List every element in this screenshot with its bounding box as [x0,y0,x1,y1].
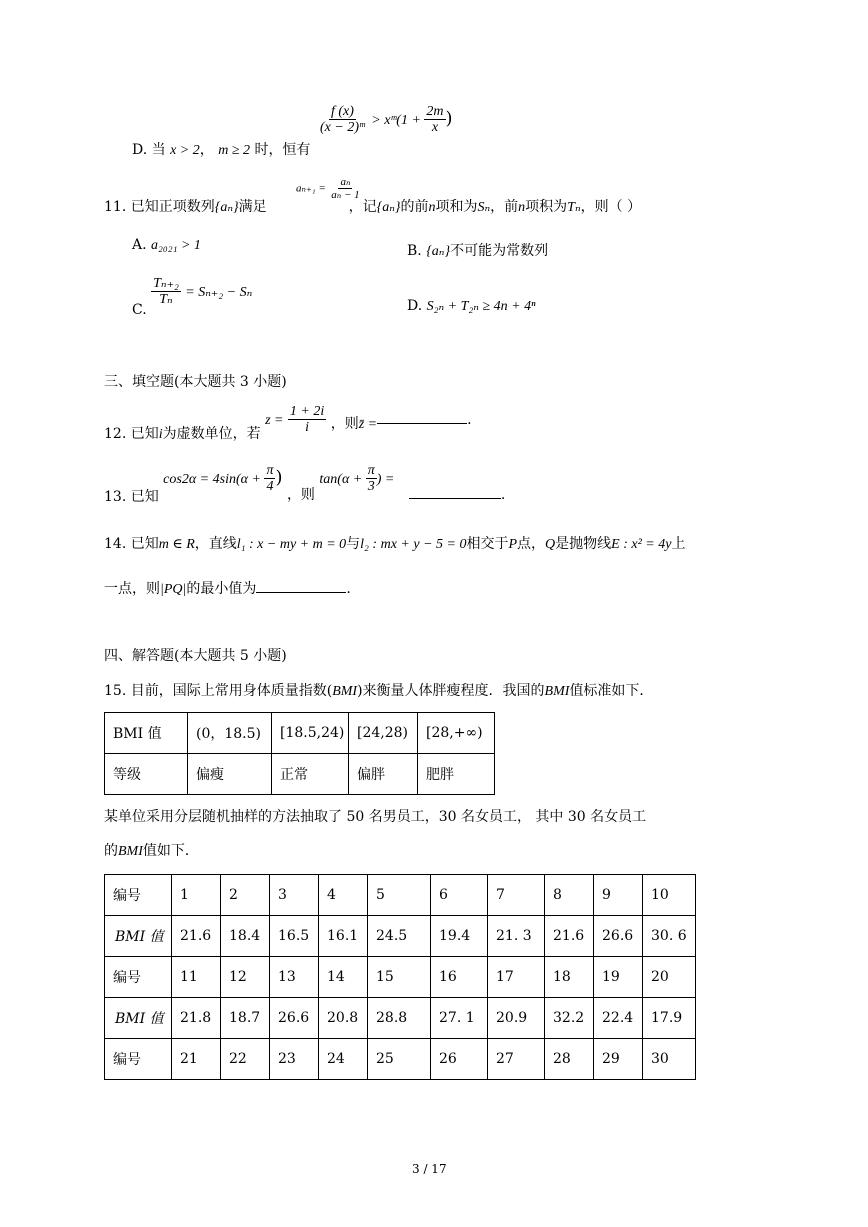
table-row [105,957,696,998]
q13-a: 13. 已知 [104,488,159,505]
q14-c: 与 [346,536,361,552]
table-cell: 32.2 [545,998,594,1039]
rec-den: aₙ − 1 [331,189,360,202]
q11-option-a [132,237,201,254]
table-cell: [24,28) [349,713,418,754]
bmi-standard-table [104,712,495,795]
table-cell: [18.5,24) [272,713,349,754]
q14-line2 [104,578,351,598]
table-cell: 9 [594,875,643,916]
q11-stem-g: 项积为 [525,199,568,215]
table-cell: 17.9 [643,998,696,1039]
q14-a: 14. 已知 [104,536,159,552]
q15-sampling-line1: 某单位采用分层随机抽样的方法抽取了 50 名男员工，30 名女员工， 其中 30 名女员工 [104,809,647,825]
table-cell: 28 [545,1039,594,1080]
q14-E: E : x² = 4y [611,537,672,552]
q11-stem-d: 的前 [400,199,429,215]
table-row [105,754,495,795]
table-cell: 20.8 [319,998,368,1039]
q13-tan-num: π [367,463,375,478]
q10d-lhs-fraction [318,104,453,136]
table-cell: BMI 值 [105,713,188,754]
option-c-den: Tₙ [159,292,173,308]
table-cell: 15 [368,957,431,998]
table-cell: [28,+∞) [418,713,495,754]
q12-c: ，则 [330,415,359,432]
table-cell: 6 [431,875,488,916]
table-cell: 肥胖 [418,754,495,795]
table-cell: 26 [431,1039,488,1080]
q11-n1: n [428,200,436,215]
option-d-label: D. [407,298,423,314]
q10d-text: 当 [151,142,166,158]
q14-PQ: |PQ| [160,582,187,597]
table-cell: 30. 6 [643,916,696,957]
q14-line2-b: 的最小值为 [186,581,257,597]
table-cell: 19.4 [431,916,488,957]
table-cell: 13 [270,957,319,998]
page-number: 3 / 17 [412,1162,447,1176]
q12-b: 为虚数单位，若 [162,425,261,442]
q14-m: m ∈ R [158,537,195,552]
option-a-math: a₂₀₂₁ > 1 [151,238,201,253]
q15b-b: 值如下． [142,843,199,859]
q13-b: ，则 [286,486,315,503]
table-cell: 等级 [105,754,188,795]
table-cell: 30 [643,1039,696,1080]
q13-tan: tan(α + [319,471,366,487]
q12-zbar: z̄ = [358,416,378,432]
q14-e: 点， [517,536,546,552]
frac-den: (x − 2)ᵐ [320,120,365,136]
table-row [105,875,696,916]
table-cell: 14 [319,957,368,998]
q13-eq-num: π [266,463,274,478]
q14-l2: l₂ : mx + y − 5 = 0 [360,537,467,552]
table-cell: 29 [594,1039,643,1080]
table-cell: 偏瘦 [188,754,272,795]
q13-eq: cos2α = 4sin(α + [163,471,265,487]
q15b-a: 的 [104,843,118,859]
q14-line2-a: 一点，则 [104,581,160,597]
table-row [105,916,696,957]
frac-num: f (x) [330,104,354,119]
q12-a: 12. 已知 [104,425,159,442]
q10d-cond2: m ≥ 2 [218,143,251,158]
q11-stem-c: ，记 [348,199,377,215]
q15-a: 15. 目前，国际上常用身体质量指数( [104,683,333,699]
rec-num: aₙ [340,176,351,188]
table-cell: 5 [368,875,431,916]
q10d-cond1: x > 2 [170,143,200,158]
q11-stem [104,196,641,216]
q12-z: z = [265,412,284,428]
q14-b: ，直线 [194,536,237,552]
option-b-label: B. [407,243,422,259]
q11-seq: {aₙ} [214,200,239,215]
rec-lhs: aₙ₊₁ = [296,182,326,195]
q11-Tn: Tₙ [567,200,581,215]
bmi-data-table [104,874,696,1080]
q15-bmi2: BMI [544,684,570,699]
q11-stem-b: 满足 [238,199,267,215]
q11-Sn: Sₙ [477,200,491,215]
q15-c: 值标准如下． [569,683,654,699]
table-row [105,713,495,754]
q15-sampling-line2 [104,840,199,860]
rhs-end: ) [445,107,453,129]
table-cell: 21.6 [172,916,221,957]
table-cell: 26.6 [594,916,643,957]
table-cell: 26.6 [270,998,319,1039]
q11-option-d [407,298,536,315]
q11-stem-a: 11. 已知正项数列 [104,199,215,215]
table-cell: 23 [270,1039,319,1080]
q13-eq-den: 4 [266,479,274,495]
q12 [104,404,472,443]
q15-bmi1: BMI [332,684,358,699]
option-a-label: A. [132,237,147,253]
table-cell: 编号 [105,875,172,916]
q13 [104,463,505,506]
table-cell: 编号 [105,1039,172,1080]
q12-i: i [158,426,163,442]
table-cell: 21 [172,1039,221,1080]
option-c-num: Tₙ₊₂ [153,276,179,291]
q13-blank[interactable] [409,498,501,499]
q13-tan-end: ) = [376,471,395,487]
table-row [105,998,696,1039]
table-cell: 17 [488,957,545,998]
table-row [105,1039,696,1080]
q14-end: . [346,581,351,597]
q10d-rhs: > xᵐ(1 + [371,112,425,128]
q11-stem-f: ，前 [490,199,519,215]
section-3-heading: 三、填空题(本大题共 3 小题) [104,374,287,390]
option-c-rhs: = Sₙ₊₂ − Sₙ [185,284,253,300]
q12-num: 1 + 2i [289,404,325,419]
table-cell: 偏胖 [349,754,418,795]
table-cell: 24 [319,1039,368,1080]
table-cell: 20 [643,957,696,998]
q10d-sep: ， [199,142,214,158]
table-cell: 16.1 [319,916,368,957]
table-cell: 8 [545,875,594,916]
table-cell: 3 [270,875,319,916]
q15b-bmi: BMI [118,844,143,859]
option-d-math: S₂ₙ + T₂ₙ ≥ 4n + 4ⁿ [426,299,536,314]
q13-eq-end: ) [275,466,283,488]
q11-option-c [132,276,252,318]
table-cell: 16 [431,957,488,998]
table-cell: 1 [172,875,221,916]
q10-option-d [132,139,310,159]
table-cell: 24.5 [368,916,431,957]
q13-tan-den: 3 [367,479,375,495]
q11-stem-e: 项和为 [435,199,478,215]
table-cell: 正常 [272,754,349,795]
q11-n2: n [518,200,526,215]
q14-l1: l₁ : x − my + m = 0 [236,537,347,552]
table-cell: BMI 值 [105,916,172,957]
q12-end: . [467,411,472,428]
option-c-label: C. [132,301,147,318]
table-cell: 21. 3 [488,916,545,957]
table-cell: 21.6 [545,916,594,957]
q10d-text-mid: 时，恒有 [254,142,311,158]
table-cell: 18.7 [221,998,270,1039]
option-b-seq: {aₙ} [426,244,451,259]
rhs-frac-num: 2m [426,104,444,119]
q14-line1 [104,533,685,553]
q15-intro [104,680,653,700]
table-cell: 4 [319,875,368,916]
table-cell: 22 [221,1039,270,1080]
table-cell: 16.5 [270,916,319,957]
rhs-frac-den: x [431,120,439,136]
option-label: D. [132,142,148,158]
q14-P: P [508,537,518,552]
table-cell: 27 [488,1039,545,1080]
option-b-text: 不可能为常数列 [450,243,549,259]
table-cell: 12 [221,957,270,998]
q11-seq-2: {aₙ} [376,200,401,215]
q13-end: . [500,486,506,503]
q12-den: i [305,420,310,436]
q11-option-b [407,240,548,260]
table-cell: (0，18.5) [188,713,272,754]
table-cell: 20.9 [488,998,545,1039]
table-cell: BMI 值 [105,998,172,1039]
table-cell: 19 [594,957,643,998]
table-cell: 27. 1 [431,998,488,1039]
q14-g: 上 [671,536,686,552]
q11-stem-h: ，则（ ） [580,199,642,215]
table-cell: 7 [488,875,545,916]
table-cell: 11 [172,957,221,998]
q14-Q: Q [545,537,556,552]
table-cell: 编号 [105,957,172,998]
q14-d: 相交于 [466,536,509,552]
q14-blank[interactable] [256,592,346,593]
q15-b: )来衡量人体胖瘦程度．我国的 [357,683,545,699]
table-cell: 25 [368,1039,431,1080]
table-cell: 21.8 [172,998,221,1039]
table-cell: 28.8 [368,998,431,1039]
table-cell: 18.4 [221,916,270,957]
q14-f: 是抛物线 [555,536,612,552]
section-4-heading: 四、解答题(本大题共 5 小题) [104,648,287,664]
table-cell: 22.4 [594,998,643,1039]
table-cell: 2 [221,875,270,916]
q12-blank[interactable] [377,423,467,424]
table-cell: 18 [545,957,594,998]
table-cell: 10 [643,875,696,916]
